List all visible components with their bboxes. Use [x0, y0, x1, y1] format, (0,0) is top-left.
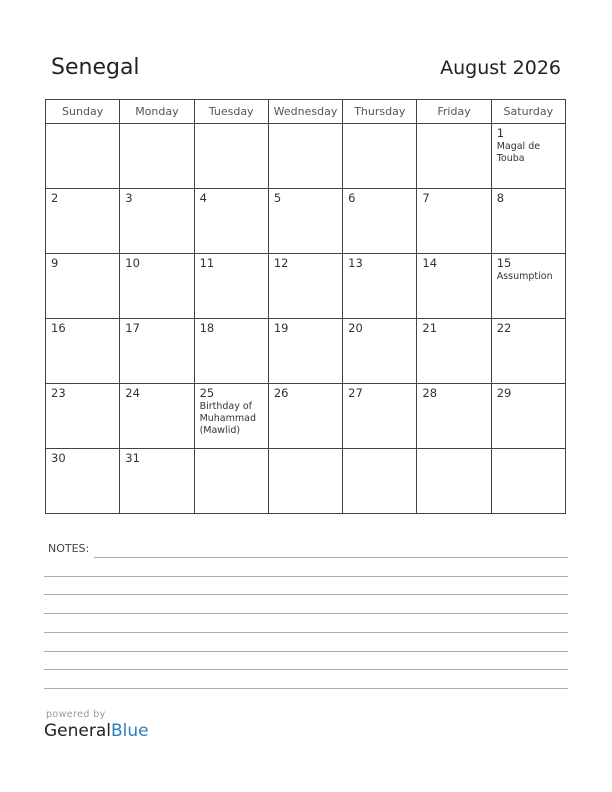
day-number: 11 — [199, 256, 215, 270]
day-number: 25 — [199, 386, 215, 400]
day-number: 2 — [51, 191, 59, 205]
day-number: 12 — [273, 256, 289, 270]
day-number: 1 — [496, 126, 505, 140]
calendar-day-cell — [46, 124, 120, 189]
calendar-day-cell — [343, 189, 417, 254]
note-line — [44, 576, 568, 577]
weekday-header-row — [46, 100, 566, 124]
calendar-day-cell — [491, 449, 565, 514]
day-number: 17 — [125, 321, 140, 335]
calendar-day-cell — [46, 384, 120, 449]
weekday-header: Sunday — [46, 100, 120, 124]
holiday-label: Birthday of Muhammad (Mawlid) — [199, 401, 256, 436]
calendar-day-cell — [194, 319, 268, 384]
calendar-grid — [45, 99, 566, 514]
powered-by-label: powered by — [46, 709, 106, 720]
holiday-label: Magal de Touba — [496, 141, 541, 164]
calendar-day-cell — [343, 124, 417, 189]
calendar-weeks — [46, 124, 566, 514]
calendar-week-row — [46, 254, 566, 319]
calendar-day-cell — [417, 189, 491, 254]
day-number: 15 — [496, 256, 512, 270]
calendar-day-cell — [120, 449, 194, 514]
holiday-label: Assumption — [496, 271, 553, 282]
calendar-week-row — [46, 189, 566, 254]
weekday-header: Friday — [417, 100, 491, 124]
calendar-day-cell — [46, 189, 120, 254]
calendar-week-row — [46, 449, 566, 514]
calendar-week-row — [46, 384, 566, 449]
brand-blue: Blue — [111, 721, 149, 741]
calendar-day-cell — [343, 449, 417, 514]
weekday-header: Saturday — [491, 100, 565, 124]
calendar-day-cell — [491, 254, 565, 319]
calendar-week-row — [46, 124, 566, 189]
day-number: 6 — [348, 191, 356, 205]
day-number: 19 — [273, 321, 289, 335]
day-number: 20 — [348, 321, 363, 335]
calendar-day-cell — [120, 124, 194, 189]
notes-label: NOTES: — [48, 542, 90, 555]
calendar-day-cell — [46, 254, 120, 319]
weekday-header: Thursday — [343, 100, 417, 124]
calendar-day-cell — [491, 124, 565, 189]
weekday-header: Monday — [120, 100, 194, 124]
calendar-day-cell — [268, 254, 342, 319]
note-line — [94, 557, 568, 558]
day-number: 26 — [273, 386, 289, 400]
day-number: 13 — [348, 256, 363, 270]
day-number: 23 — [51, 386, 66, 400]
note-line — [44, 632, 568, 633]
calendar-day-cell — [268, 124, 342, 189]
day-number: 27 — [348, 386, 363, 400]
day-number: 7 — [422, 191, 430, 205]
calendar-week-row — [46, 319, 566, 384]
day-number: 18 — [199, 321, 215, 335]
note-line — [44, 688, 568, 689]
calendar-month-title: August 2026 — [440, 57, 561, 79]
day-number: 10 — [125, 256, 140, 270]
calendar-day-cell — [268, 449, 342, 514]
calendar-day-cell — [120, 384, 194, 449]
calendar-day-cell — [343, 384, 417, 449]
calendar-day-cell — [417, 449, 491, 514]
day-number: 4 — [199, 191, 207, 205]
note-line — [44, 651, 568, 652]
day-number: 28 — [422, 386, 438, 400]
calendar-day-cell — [268, 319, 342, 384]
calendar-day-cell — [417, 384, 491, 449]
day-number: 29 — [496, 386, 512, 400]
weekday-header: Tuesday — [194, 100, 268, 124]
calendar-day-cell — [120, 254, 194, 319]
brand-general: General — [44, 721, 111, 741]
calendar-day-cell — [46, 319, 120, 384]
day-number: 22 — [496, 321, 512, 335]
calendar-day-cell — [268, 189, 342, 254]
calendar-day-cell — [343, 319, 417, 384]
calendar-day-cell — [46, 449, 120, 514]
calendar-day-cell — [417, 124, 491, 189]
day-number: 14 — [422, 256, 438, 270]
day-number: 16 — [51, 321, 66, 335]
brand-logo — [44, 721, 149, 741]
calendar-day-cell — [120, 319, 194, 384]
calendar-day-cell — [417, 319, 491, 384]
day-number: 8 — [496, 191, 505, 205]
calendar-day-cell — [268, 384, 342, 449]
weekday-header: Wednesday — [268, 100, 342, 124]
note-line — [44, 669, 568, 670]
calendar-day-cell — [194, 384, 268, 449]
calendar-day-cell — [120, 189, 194, 254]
note-line — [44, 594, 568, 595]
calendar-day-cell — [491, 319, 565, 384]
calendar-day-cell — [194, 124, 268, 189]
calendar-country-title: Senegal — [51, 55, 140, 80]
day-number: 3 — [125, 191, 133, 205]
calendar-day-cell — [491, 384, 565, 449]
calendar-day-cell — [194, 254, 268, 319]
day-number: 5 — [273, 191, 282, 205]
day-number: 24 — [125, 386, 140, 400]
calendar-day-cell — [194, 449, 268, 514]
calendar-day-cell — [491, 189, 565, 254]
day-number: 9 — [51, 256, 59, 270]
day-number: 30 — [51, 451, 66, 465]
calendar-day-cell — [194, 189, 268, 254]
day-number: 31 — [125, 451, 140, 465]
calendar-day-cell — [417, 254, 491, 319]
note-line — [44, 613, 568, 614]
calendar-day-cell — [343, 254, 417, 319]
day-number: 21 — [422, 321, 438, 335]
